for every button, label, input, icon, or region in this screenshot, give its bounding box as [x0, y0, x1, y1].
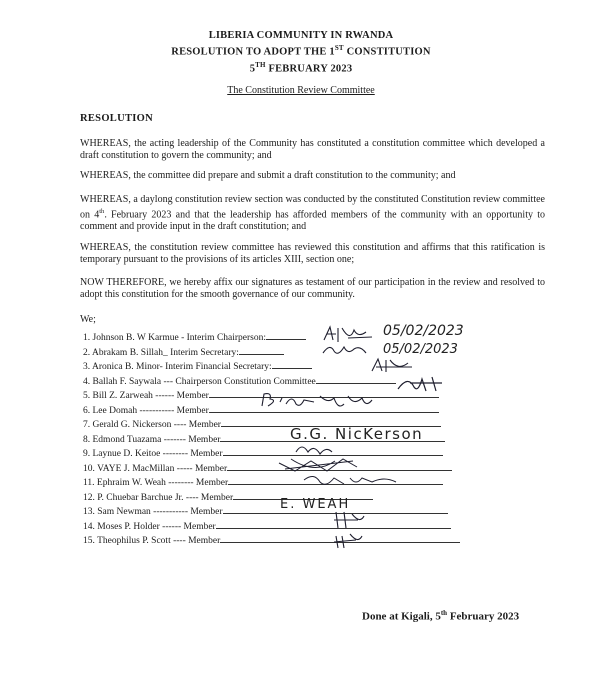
- signatory-row: [83, 344, 523, 359]
- header-line-3-day: 5: [249, 63, 256, 74]
- header-line-3-end: FEBRUARY 2023: [265, 63, 353, 74]
- done-suffix: February 2023: [447, 610, 520, 623]
- whereas-paragraph-3-a: WHEREAS, a daylong constitution review section was conducted by the constituted Constitution review committee on 4: [80, 194, 545, 221]
- whereas-paragraph-3-b: . February 2023 and that the leadership has afforded members of the community with an opportunity to comment and provide input in the draft constitution; and: [80, 209, 545, 233]
- signature-line: [209, 387, 439, 398]
- header-line-2-sup: ST: [334, 44, 344, 52]
- signature-line: [233, 489, 373, 500]
- signatory-row: [83, 503, 523, 518]
- signature-line: [239, 344, 284, 355]
- committee-title-text: The Constitution Review Committee: [227, 85, 375, 96]
- signatory-row: [83, 329, 523, 344]
- header-line-2-main: RESOLUTION TO ADOPT THE 1: [171, 46, 335, 58]
- done-prefix: Done at Kigali, 5: [362, 610, 441, 623]
- signature-line: [216, 518, 451, 529]
- signature-line: [272, 358, 312, 369]
- signatory-row: [83, 518, 523, 533]
- signatory-name: 15. Theophilus P. Scott ---- Member: [83, 536, 221, 546]
- signatory-row: [83, 474, 523, 489]
- signatory-row: [83, 373, 523, 388]
- signature-line: [223, 445, 443, 456]
- signatory-row: [83, 416, 523, 431]
- signatory-row: [83, 532, 523, 547]
- handwritten-date-1: 05/02/2023: [383, 323, 464, 339]
- signatory-row: [83, 431, 523, 446]
- signature-line: [228, 474, 443, 485]
- handwritten-weah: E. WEAH: [280, 497, 351, 512]
- signatory-list: [83, 329, 523, 547]
- signatory-name: 4. Ballah F. Saywala --- Chairperson Constitution Committee: [83, 376, 316, 387]
- signatory-row: [83, 358, 523, 373]
- signatory-name: 14. Moses P. Holder ------ Member: [83, 521, 216, 532]
- signatory-name: 3. Aronica B. Minor- Interim Financial Secretary:: [83, 362, 272, 372]
- whereas-paragraph-1: WHEREAS, the acting leadership of the Community has constituted a constitution committee which developed a draft constitution to govern the community; and: [80, 138, 545, 161]
- document-header: [0, 30, 602, 75]
- signature-line: [227, 460, 452, 471]
- header-line-1: LIBERIA COMMUNITY IN RWANDA: [208, 30, 394, 41]
- header-line-2-end: CONSTITUTION: [343, 46, 431, 58]
- signatory-name: 11. Ephraim W. Weah -------- Member: [83, 478, 229, 488]
- signature-line: [316, 373, 396, 384]
- signature-line: [223, 503, 448, 514]
- signature-line: [266, 329, 306, 340]
- done-at-kigali: [362, 609, 519, 623]
- header-line-2: [0, 42, 602, 59]
- whereas-paragraph-4: WHEREAS, the constitution review committee has reviewed this constitution and affirms that this ratification is temporary pursuant to the provisions of its articles XIII, section one;: [80, 242, 545, 265]
- signature-line: [220, 532, 460, 543]
- signatory-name: 8. Edmond Tuazama ------- Member: [83, 434, 221, 445]
- committee-title: [0, 85, 602, 96]
- signatory-name: 13. Sam Newman ----------- Member: [83, 507, 223, 517]
- signatory-row: [83, 387, 523, 402]
- signatory-name: 10. VAYE J. MacMillan ----- Member: [83, 463, 228, 474]
- resolution-heading: RESOLUTION: [80, 113, 154, 124]
- signature-line: [209, 402, 439, 413]
- whereas-paragraph-3-sup: th: [99, 208, 105, 215]
- we-label: We;: [80, 314, 96, 325]
- handwritten-date-2: 05/02/2023: [383, 342, 458, 357]
- signatory-row: [83, 402, 523, 417]
- signatory-name: 2. Abrakam B. Sillah_ Interim Secretary:: [83, 347, 239, 358]
- signature-line: [220, 431, 445, 442]
- signatory-row: [83, 460, 523, 475]
- signatory-name: 1. Johnson B. W Karmue - Interim Chairperson:: [83, 333, 267, 343]
- signatory-name: 6. Lee Domah ----------- Member: [83, 405, 209, 416]
- signatory-row: [83, 445, 523, 460]
- now-therefore-paragraph: NOW THEREFORE, we hereby affix our signatures as testament of our participation in the review and resolved to adopt this constitution for the smooth governance of our community.: [80, 277, 545, 300]
- handwritten-nickerson: G.G. NicKerson: [290, 425, 424, 443]
- signatory-name: 12. P. Chuebar Barchue Jr. ---- Member: [83, 492, 234, 503]
- whereas-paragraph-2: WHEREAS, the committee did prepare and submit a draft constitution to the community; and: [80, 170, 456, 181]
- header-line-3-sup: TH: [255, 60, 266, 69]
- whereas-paragraph-3: [80, 194, 545, 233]
- header-line-3: [0, 59, 602, 76]
- signatory-name: 7. Gerald G. Nickerson ---- Member: [83, 420, 221, 430]
- signatory-row: [83, 489, 523, 504]
- done-sup: th: [440, 609, 448, 617]
- signatory-name: 5. Bill Z. Zarweah ------ Member: [83, 391, 209, 401]
- signature-line: [221, 416, 441, 427]
- signatory-name: 9. Laynue D. Keitoe -------- Member: [83, 449, 223, 459]
